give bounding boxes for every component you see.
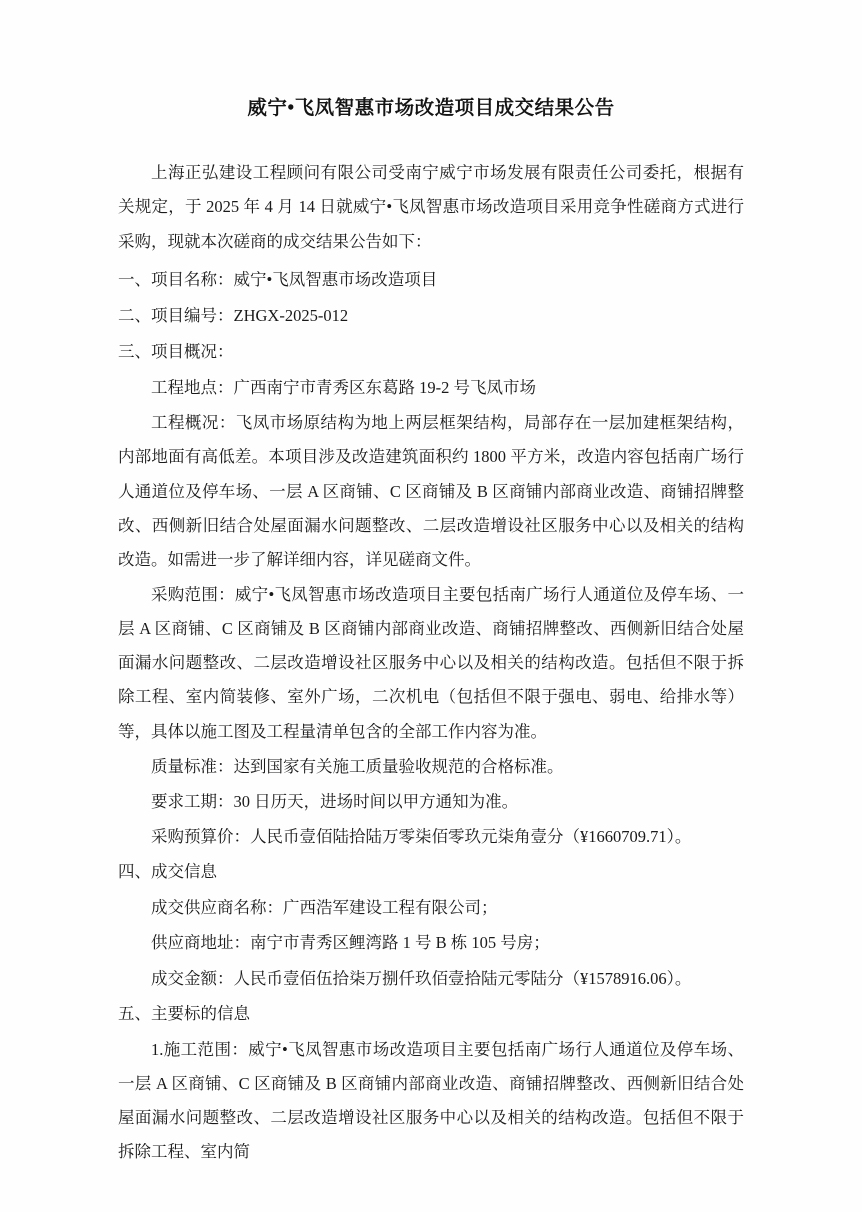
section-heading-4: 四、成交信息: [118, 862, 217, 882]
section-heading-5: 五、主要标的信息: [118, 1003, 250, 1023]
budget-amount: 采购预算价：人民币壹佰陆拾陆万零柒佰零玖元柒角壹分（¥1660709.71）。: [151, 826, 692, 846]
page-title: 威宁•飞凤智惠市场改造项目成交结果公告: [247, 98, 615, 119]
required-duration: 要求工期：30 日历天，进场时间以甲方通知为准。: [151, 791, 519, 811]
winning-supplier-name: 成交供应商名称：广西浩军建设工程有限公司；: [151, 898, 498, 918]
construction-scope: 1.施工范围：威宁•飞凤智惠市场改造项目主要包括南广场行人通道位及停车场、一层 A 区商铺、C 区商铺及 B 区商铺内部商业改造、商铺招牌整改、西侧新旧结合处屋面漏水问题整改、二层改造增设社区服务中心以及相关的结构改造。包括但不限于拆除工程、室内简: [118, 1039, 744, 1162]
quality-standard: 质量标准：达到国家有关施工质量验收规范的合格标准。: [151, 756, 564, 776]
procurement-scope: 采购范围：威宁•飞凤智惠市场改造项目主要包括南广场行人通道位及停车场、一层 A 区商铺、C 区商铺及 B 区商铺内部商业改造、商铺招牌整改、西侧新旧结合处屋面漏水问题整改、二层改造增设社区服务中心以及相关的结构改造。包括但不限于拆除工程、室内简装修、室外广场，二次机电（包括但不限于强电、弱电、给排水等）等，具体以施工图及工程量清单包含的全部工作内容为准。: [118, 584, 744, 741]
section-heading-3: 三、项目概况：: [118, 342, 234, 361]
project-location: 工程地点：广西南宁市青秀区东葛路 19-2 号飞凤市场: [151, 378, 536, 398]
section-heading-2: 二、项目编号：ZHGX-2025-012: [118, 305, 349, 325]
intro-paragraph: 上海正弘建设工程顾问有限公司受南宁威宁市场发展有限责任公司委托，根据有关规定，于 2025 年 4 月 14 日就威宁•飞凤智惠市场改造项目采用竞争性磋商方式进行采购，现就本次磋商的成交结果公告如下：: [118, 163, 744, 251]
award-amount: 成交金额：人民币壹佰伍拾柒万捌仟玖佰壹拾陆元零陆分（¥1578916.06）。: [151, 968, 692, 988]
section-heading-1: 一、项目名称：威宁•飞凤智惠市场改造项目: [118, 269, 438, 289]
supplier-address: 供应商地址：南宁市青秀区鲤湾路 1 号 B 栋 105 号房；: [151, 933, 550, 953]
project-overview: 工程概况：飞凤市场原结构为地上两层框架结构，局部存在一层加建框架结构，内部地面有高低差。本项目涉及改造建筑面积约 1800 平方米，改造内容包括南广场行人通道位及停车场、一层 A 区商铺、C 区商铺及 B 区商铺内部商业改造、商铺招牌整改、西侧新旧结合处屋面漏水问题整改、二层改造增设社区服务中心以及相关的结构改造。如需进一步了解详细内容，详见磋商文件。: [118, 413, 744, 569]
